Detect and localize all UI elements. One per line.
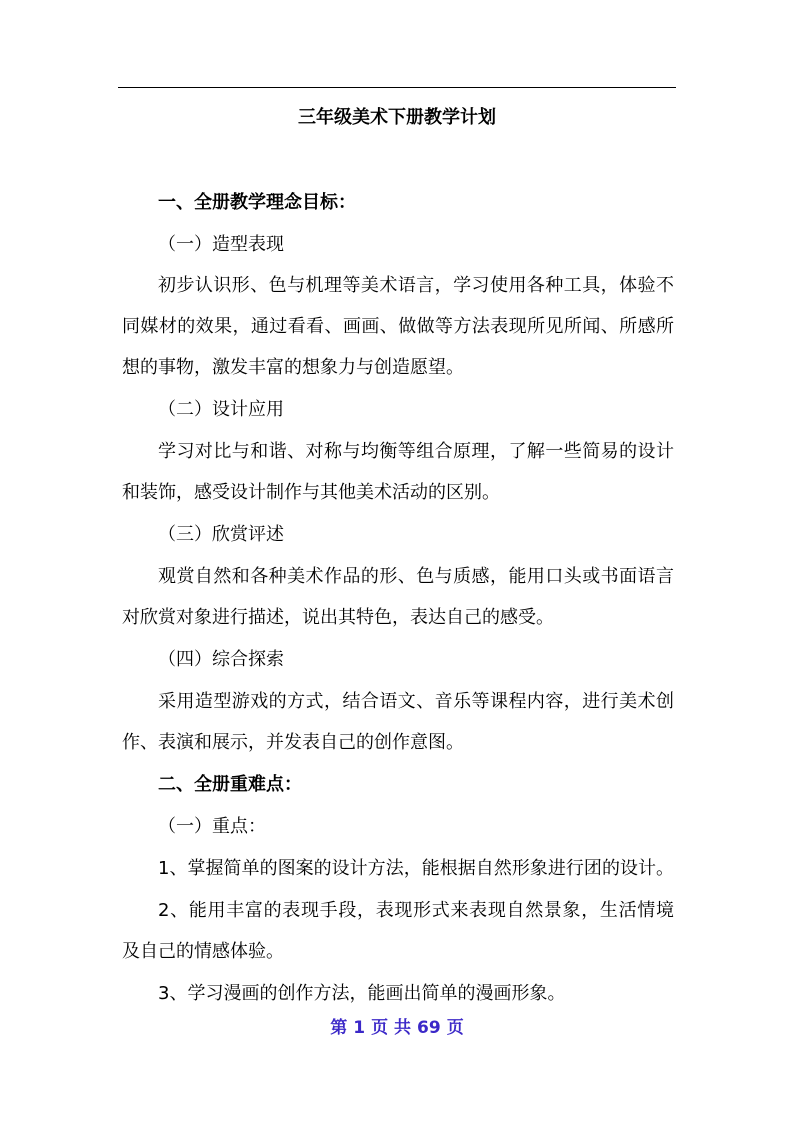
subsection-heading: （三）欣赏评述 xyxy=(158,524,284,545)
paragraph-line: 想的事物，激发丰富的想象力与创造愿望。 xyxy=(122,357,464,378)
subsection-heading: （一）重点： xyxy=(158,816,266,837)
paragraph-line: 对欣赏对象进行描述，说出其特色，表达自己的感受。 xyxy=(122,607,554,628)
document-title: 三年级美术下册教学计划 xyxy=(298,107,496,128)
footer-prefix: 第 xyxy=(330,1018,348,1038)
paragraph-line: 初步认识形、色与机理等美术语言，学习使用各种工具，体验不 xyxy=(158,275,674,296)
section-heading-goals: 一、全册教学理念目标： xyxy=(158,192,356,213)
list-item: 2、能用丰富的表现手段，表现形式来表现自然景象，生活情境 xyxy=(158,900,674,921)
paragraph-line: 采用造型游戏的方式，结合语文、音乐等课程内容，进行美术创 xyxy=(158,691,674,712)
paragraph-line: 观赏自然和各种美术作品的形、色与质感，能用口头或书面语言 xyxy=(158,566,674,587)
list-item: 1、掌握简单的图案的设计方法，能根据自然形象进行团的设计。 xyxy=(158,858,674,879)
footer-suffix: 页 xyxy=(446,1018,464,1038)
subsection-heading: （二）设计应用 xyxy=(158,399,284,420)
footer-total-pages: 69 xyxy=(417,1018,441,1038)
paragraph-line: 同媒材的效果，通过看看、画画、做做等方法表现所见所闻、所感所 xyxy=(122,316,674,337)
subsection-heading: （一）造型表现 xyxy=(158,234,284,255)
footer-mid: 页 共 xyxy=(371,1018,412,1038)
paragraph-line: 和装饰，感受设计制作与其他美术活动的区别。 xyxy=(122,482,500,503)
list-item: 3、学习漫画的创作方法，能画出简单的漫画形象。 xyxy=(158,983,566,1004)
header-rule xyxy=(118,87,676,88)
list-item-continuation: 及自己的情感体验。 xyxy=(122,941,284,962)
paragraph-line: 作、表演和展示，并发表自己的创作意图。 xyxy=(122,732,464,753)
subsection-heading: （四）综合探索 xyxy=(158,649,284,670)
paragraph-line: 学习对比与和谐、对称与均衡等组合原理，了解一些简易的设计 xyxy=(158,441,674,462)
section-heading-key-points: 二、全册重难点： xyxy=(158,774,302,795)
page-footer xyxy=(0,1016,794,1040)
footer-page-number: 1 xyxy=(353,1018,366,1038)
